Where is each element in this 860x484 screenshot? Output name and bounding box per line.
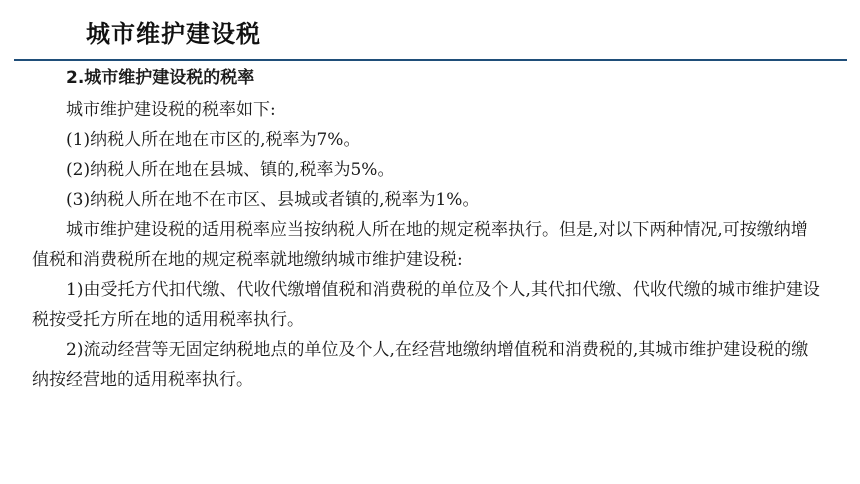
slide-body: [32, 61, 822, 395]
exception-item-1: 1)由受托方代扣代缴、代收代缴增值税和消费税的单位及个人,其代扣代缴、代收代缴的城市维护建设税按受托方所在地的适用税率执行。: [32, 280, 820, 330]
rate-item-2: (2)纳税人所在地在县城、镇的,税率为5%。: [66, 160, 395, 180]
rule-paragraph: 城市维护建设税的适用税率应当按纳税人所在地的规定税率执行。但是,对以下两种情况,可按缴纳增值税和消费税所在地的规定税率就地缴纳城市维护建设税:: [32, 220, 808, 270]
slide-title: 城市维护建设税: [86, 20, 261, 48]
rate-item-3: (3)纳税人所在地不在市区、县城或者镇的,税率为1%。: [66, 190, 480, 210]
exception-item-2: 2)流动经营等无固定纳税地点的单位及个人,在经营地缴纳增值税和消费税的,其城市维护建设税的缴纳按经营地的适用税率执行。: [32, 340, 809, 390]
section-heading: 2.城市维护建设税的税率: [66, 68, 255, 88]
intro-paragraph: 城市维护建设税的税率如下:: [66, 100, 276, 120]
rate-item-1: (1)纳税人所在地在市区的,税率为7%。: [66, 130, 361, 150]
